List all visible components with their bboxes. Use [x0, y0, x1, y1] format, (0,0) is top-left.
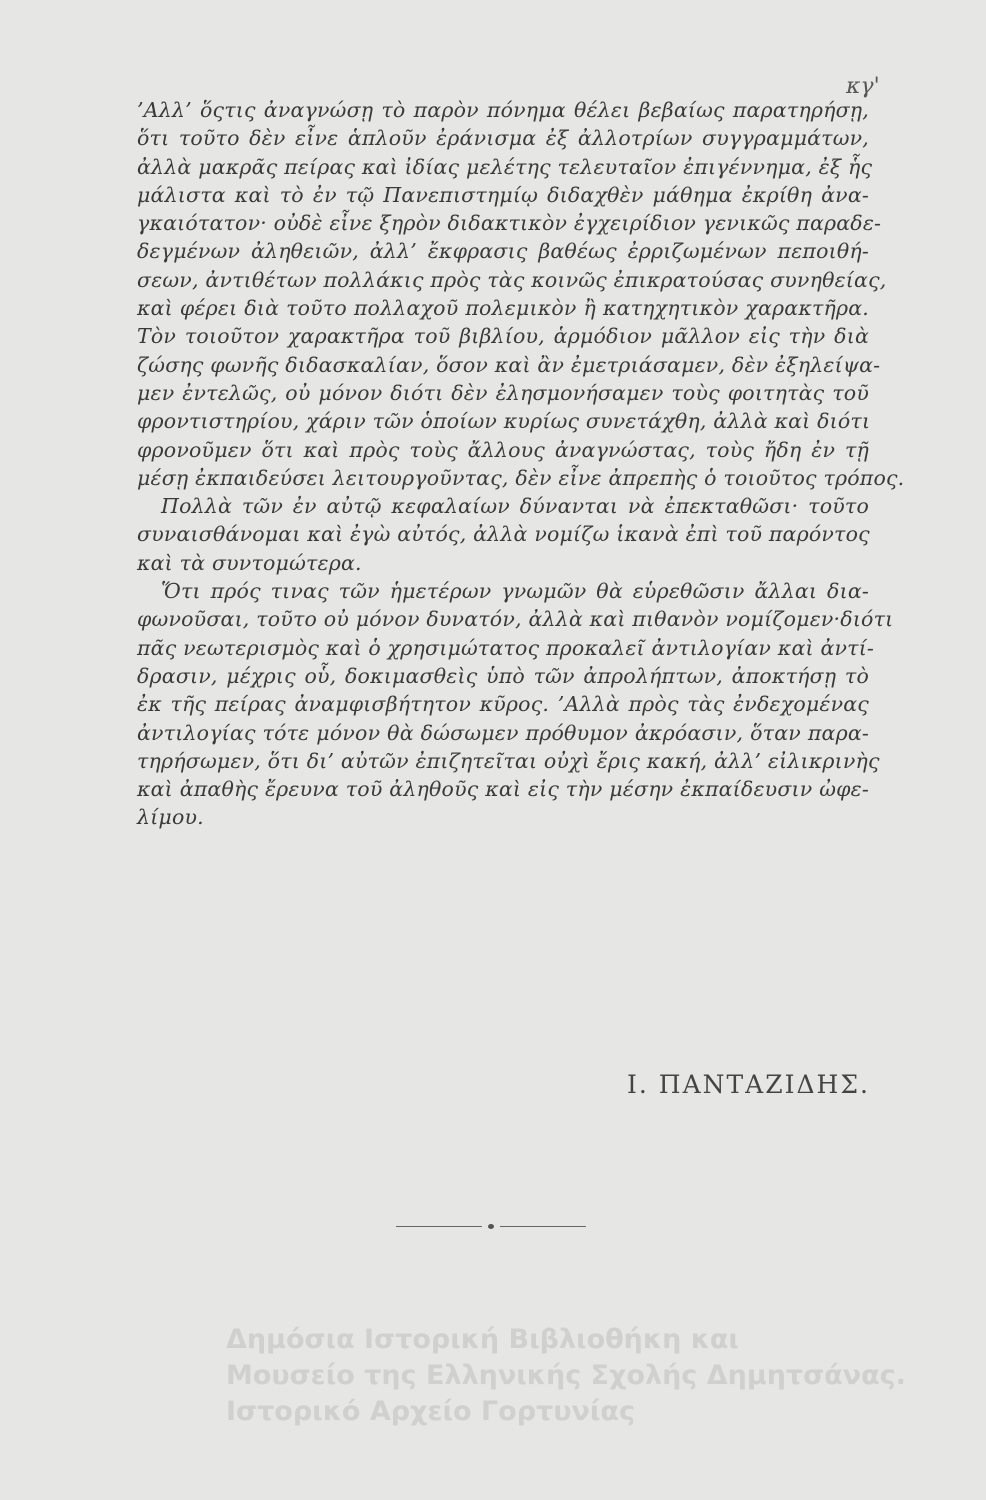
- text-line: τηρήσωμεν, ὅτι δι’ αὐτῶν ἐπιζητεῖται οὐχὶ ἔρις κακή, ἀλλ’ εἰλικρινὴς: [137, 748, 880, 773]
- page-number: κγ': [846, 74, 880, 99]
- text-line: δεγμένων ἀληθειῶν, ἀλλ’ ἔκφρασις βαθέως ἐρριζωμένων πεποιθή-: [137, 239, 869, 264]
- text-line: πᾶς νεωτερισμὸς καὶ ὁ χρησιμώτατος προκαλεῖ ἀντιλογίαν καὶ ἀντί-: [137, 635, 875, 660]
- text-line: καὶ ἀπαθὴς ἔρευνα τοῦ ἀληθοῦς καὶ εἰς τὴν μέσην ἐκπαίδευσιν ὠφε-: [137, 777, 869, 802]
- text-line: ’Αλλ’ ὅςτις ἀναγνώσῃ τὸ παρὸν πόνημα θέλει βεβαίως παρατηρήσῃ,: [137, 98, 869, 122]
- text-line: φροντιστηρίου, χάριν τῶν ὁποίων κυρίως συνετάχθη, ἀλλὰ καὶ διότι: [137, 409, 871, 434]
- author-signature: Ι. ΠΑΝΤΑΖΙΔΗΣ.: [627, 1070, 870, 1099]
- text-line: καὶ φέρει διὰ τοῦτο πολλαχοῦ πολεμικὸν ἢ κατηχητικὸν χαρακτῆρα.: [137, 296, 869, 321]
- library-watermark: [226, 1322, 906, 1430]
- text-line: Πολλὰ τῶν ἐν αὐτῷ κεφαλαίων δύνανται νὰ ἐπεκταθῶσι· τοῦτο: [161, 494, 869, 519]
- watermark-line: Δημόσια Ιστορική Βιβλιοθήκη και: [226, 1324, 739, 1355]
- text-line: σεων, ἀντιθέτων πολλάκις πρὸς τὰς κοινῶς ἐπικρατούσας συνηθείας,: [137, 267, 887, 292]
- text-line: γκαιότατον· οὐδὲ εἶνε ξηρὸν διδακτικὸν ἐγχειρίδιον γενικῶς παραδε-: [137, 211, 882, 236]
- text-line: δρασιν, μέχρις οὗ, δοκιμασθεὶς ὑπὸ τῶν ἀπρολήπτων, ἀποκτήσῃ τὸ: [137, 663, 869, 688]
- text-line: Τὸν τοιοῦτον χαρακτῆρα τοῦ βιβλίου, ἁρμόδιον μᾶλλον εἰς τὴν διὰ: [137, 324, 869, 349]
- watermark-line: Μουσείο της Ελληνικής Σχολής Δημητσάνας.: [226, 1360, 906, 1391]
- text-line: ἀλλὰ μακρᾶς πείρας καὶ ἰδίας μελέτης τελευταῖον ἐπιγέννημα, ἐξ ἧς: [137, 154, 873, 179]
- text-line: συναισθάνομαι καὶ ἐγὼ αὐτός, ἀλλὰ νομίζω ἱκανὰ ἐπὶ τοῦ παρόντος: [137, 522, 870, 547]
- paragraph-2: [137, 492, 869, 577]
- ornamental-divider: [396, 1222, 586, 1232]
- text-line: ἐκ τῆς πείρας ἀναμφισβήτητον κῦρος. ’Αλλὰ πρὸς τὰς ἐνδεχομένας: [137, 692, 869, 717]
- text-line: μάλιστα καὶ τὸ ἐν τῷ Πανεπιστημίῳ διδαχθὲν μάθημα ἐκρίθη ἀνα-: [137, 182, 869, 207]
- text-line: φωνοῦσαι, τοῦτο οὐ μόνον δυνατόν, ἀλλὰ καὶ πιθανὸν νομίζομεν·διότι: [137, 607, 894, 632]
- body-text: [137, 96, 905, 832]
- ornament-icon: [482, 1222, 500, 1231]
- text-line: καὶ τὰ συντομώτερα.: [137, 550, 362, 575]
- paragraph-1: [137, 96, 905, 492]
- paragraph-3: [137, 577, 894, 832]
- text-line: φρονοῦμεν ὅτι καὶ πρὸς τοὺς ἄλλους ἀναγνώστας, τοὺς ἤδη ἐν τῇ: [137, 437, 869, 462]
- text-line: ὅτι τοῦτο δὲν εἶνε ἁπλοῦν ἐράνισμα ἐξ ἀλλοτρίων συγγραμμάτων,: [137, 126, 869, 151]
- text-line: Ὅτι πρός τινας τῶν ἡμετέρων γνωμῶν θὰ εὑρεθῶσιν ἄλλαι δια-: [161, 579, 869, 604]
- text-line: λίμου.: [137, 805, 204, 830]
- text-line: μεν ἐντελῶς, οὐ μόνον διότι δὲν ἐλησμονήσαμεν τοὺς φοιτητὰς τοῦ: [137, 380, 869, 405]
- text-line: ἀντιλογίας τότε μόνον θὰ δώσωμεν πρόθυμον ἀκρόασιν, ὅταν παρα-: [137, 720, 869, 745]
- text-line: ζώσης φωνῆς διδασκαλίαν, ὅσον καὶ ἂν ἐμετριάσαμεν, δὲν ἐξηλείψα-: [137, 352, 881, 377]
- watermark-line: Ιστορικό Αρχείο Γορτυνίας: [226, 1396, 635, 1427]
- text-line: μέσῃ ἐκπαιδεύσει λειτουργοῦντας, δὲν εἶνε ἀπρεπὴς ὁ τοιοῦτος τρόπος.: [137, 465, 905, 490]
